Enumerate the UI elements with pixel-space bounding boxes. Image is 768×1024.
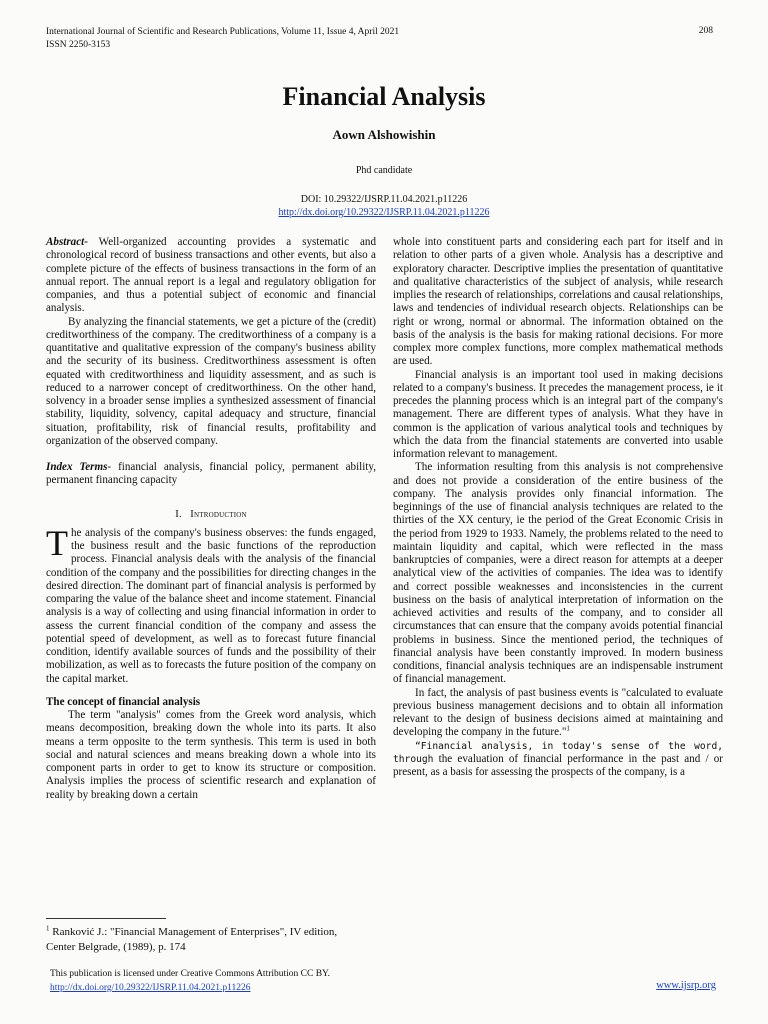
paper-title: Financial Analysis [282, 82, 486, 111]
body-paragraph-3: The information resulting from this analysis is not comprehensive and does not provide a consideration of the entire business of the company. The analysis provides only financial information. The beginnings of the use of financial analysis techniques are related to the thirties of the XX century, ie the period of the Great Economic Crisis in the period from 1929 to 1933. Namely, the problems related to the need to maintain liquidity and capital, which were reflected in the mass bankruptcies of companies, were a direct reason for attempts at a deeper analytical view of the activities of companies. The idea was to identify and correct possible weaknesses and inconsistencies in the current business on the basis of analytical interpretation of information on the achieved activities and results of the company, and to consider all circumstances that can ensure that the company avoids potential financial problems in business. Since the mentioned period, the techniques of financial analysis have been constantly improved. In modern business conditions, financial analysis techniques are an indispensable instrument of financial management. [393, 461, 723, 686]
journal-name: International Journal of Scientific and Research Publications, Volume 11, Issue 4, April 2021 [46, 27, 400, 37]
concept-paragraph: The term "analysis" comes from the Greek word analysis, which means decomposition, breaking down the whole into its parts. It also means a term opposite to the term synthesis. This term is used in both social and natural sciences and means breaking down a whole into its component parts in order to get to know its structure or composition. Analysis implies the process of scientific research and explanation of reality by breaking down a certain [46, 709, 376, 801]
index-terms [46, 461, 376, 488]
doi-text: DOI: 10.29322/IJSRP.11.04.2021.p11226 [300, 194, 468, 205]
running-header [46, 26, 399, 52]
footnote [46, 925, 366, 955]
subsection-heading: The concept of financial analysis [46, 695, 201, 708]
body-paragraph-5 [393, 740, 723, 780]
index-terms-text: - financial analysis, financial policy, permanent ability, permanent financing capacity [46, 461, 376, 487]
intro-text: he analysis of the company's business observes: the funds engaged, the business result and the basic functions of the reproduction process. Financial analysis deals with the analysis of the financial condition of the company and the possibilities for directing changes in the desired direction. The dominant part of financial analysis is performed by comparing the value of the balance sheet and income statement. Financial analysis is a way of collecting and using financial information in order to assess the current financial condition of the company and assess the potential speed of development, as well as to forecast future financial condition, identify available sources of funds and the possibility of their mobilization, as well as to forecasts the future position of the company on the capital market. [46, 526, 376, 685]
right-column [393, 236, 723, 779]
body-paragraph-4-text: In fact, the analysis of past business events is "calculated to evaluate previous business management decisions and to obtain all information relevant to the design of business decisions aimed at maintaining and developing the company in the future." [393, 686, 723, 739]
left-column [46, 236, 376, 802]
abstract-label: Abstract- [46, 236, 88, 248]
page-number: 208 [698, 26, 713, 36]
page-footer [50, 967, 330, 995]
abstract-paragraph [46, 236, 376, 316]
body-paragraph-2: Financial analysis is an important tool used in making decisions related to a company's business. It precedes the management process, ie it precedes the planning process which is an integral part of the company's management. There are different types of analysis. What they have in common is the application of various analytical tools and techniques by which the data from the financial statements are converted into usable information relevant to management. [393, 368, 723, 460]
license-text: This publication is licensed under Creative Commons Attribution CC BY. [50, 969, 331, 979]
abstract-paragraph-2: By analyzing the financial statements, we get a picture of the (credit) creditworthiness of the company. The creditworthiness of a company is a quantitative and qualitative expression of the company's business ability and the security of its business. Creditworthiness assessment is often equated with creditworthiness and liquidity assessment, and as such is reduced to a narrower concept of creditworthiness. On the other hand, solvency in a broader sense implies a synthesized assessment of financial stability, liquidity, solvency, capital adequacy and structure, financial situation, profitability, risk of financial results, profitability and organization of the observed company. [46, 315, 376, 447]
footnote-mark: 1 [46, 924, 50, 933]
section-heading-introduction [46, 508, 376, 521]
drop-cap: T [46, 522, 68, 563]
section-title: Introduction [190, 508, 247, 520]
journal-website-link[interactable]: www.ijsrp.org [656, 980, 716, 991]
index-terms-label: Index Terms [46, 461, 108, 473]
quote-opening: “Financial analysis, in today's sense of the word, through [393, 740, 723, 765]
author-name: Aown Alshowishin [332, 127, 436, 142]
footnote-reference: 1 [566, 724, 570, 733]
footer-doi-link[interactable]: http://dx.doi.org/10.29322/IJSRP.11.04.2021.p11226 [50, 983, 251, 993]
body-paragraph-5-text: the evaluation of financial performance in the past and / or present, as a basis for assessing the prospects of the company, is a [393, 752, 723, 778]
body-paragraph-4 [393, 687, 723, 740]
intro-paragraph [46, 522, 376, 686]
section-numeral: I. [175, 508, 182, 520]
affiliation: Phd candidate [355, 165, 413, 176]
body-paragraph-1: whole into constituent parts and considering each part for itself and in relation to other parts of a given whole. Analysis has a descriptive and exploratory character. Descriptive implies the presentation of quantitative and qualitative characteristics of the subject of analysis, while research implies the research of relationships, correlations and causal relationships, laws and tendencies of individual research objects. Relationships can be right or wrong, normal or abnormal. The information obtained on the basis of the analysis is the basis for making rational decisions. For more complex more complex functions, more complex mathematical methods are used. [393, 236, 723, 368]
doi-link[interactable]: http://dx.doi.org/10.29322/IJSRP.11.04.2021.p11226 [278, 207, 490, 218]
issn: ISSN 2250-3153 [46, 40, 111, 50]
footnote-text: Ranković J.: "Financial Management of Enterprises", IV edition, Center Belgrade, (1989), p. 174 [46, 926, 338, 953]
footnote-rule [46, 918, 166, 919]
doi-block [0, 193, 768, 219]
abstract-text: Well-organized accounting provides a systematic and chronological record of business transactions and other events, but also a complete picture of the effects of business transactions in the form of an annual report. The annual report is a legal and regulatory obligation for companies, and thus a potential subject of economic and financial analysis. [46, 236, 376, 315]
